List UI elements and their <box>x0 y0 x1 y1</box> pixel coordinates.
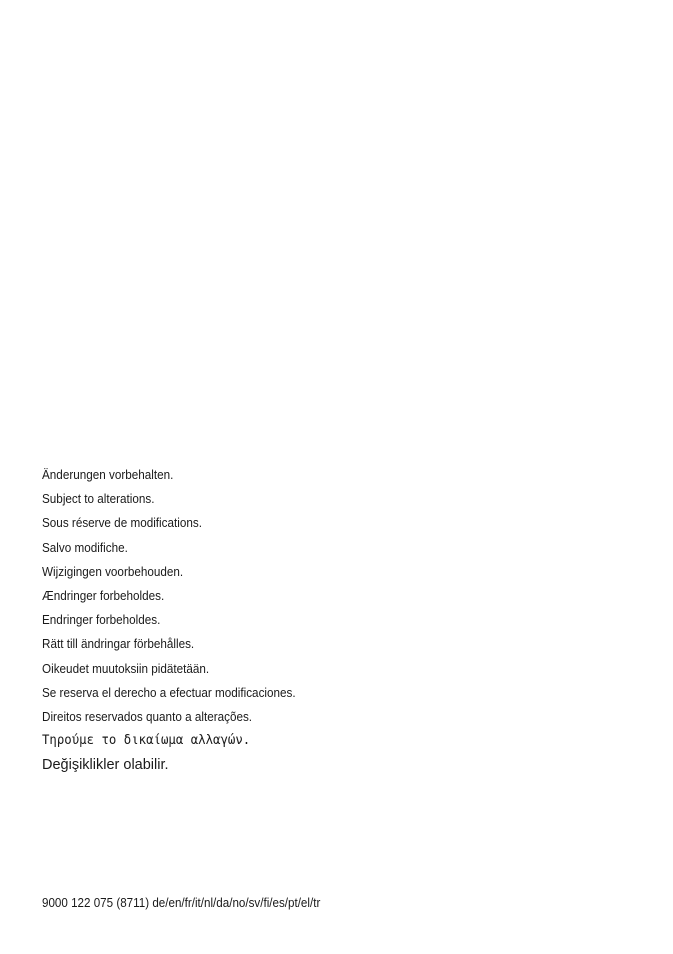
notice-portuguese: Direitos reservados quanto a alterações. <box>42 708 253 724</box>
notice-swedish: Rätt till ändringar förbehålles. <box>42 636 195 652</box>
alterations-notice-block <box>42 463 642 777</box>
notice-italian: Salvo modifiche. <box>42 539 128 555</box>
notice-turkish: Değişiklikler olabilir. <box>42 757 169 774</box>
notice-dutch: Wijzigingen voorbehouden. <box>42 563 184 579</box>
notice-french: Sous réserve de modifications. <box>42 515 202 531</box>
notice-english: Subject to alterations. <box>42 491 155 507</box>
notice-greek: Τηρούμε το δικαίωμα αλλαγών. <box>42 733 251 749</box>
notice-german: Änderungen vorbehalten. <box>42 467 174 482</box>
document-code-footer: 9000 122 075 (8711) de/en/fr/it/nl/da/no/sv/fi/es/pt/el/tr <box>42 896 321 910</box>
notice-finnish: Oikeudet muutoksiin pidätetään. <box>42 660 210 676</box>
notice-danish: Ændringer forbeholdes. <box>42 587 165 603</box>
notice-spanish: Se reserva el derecho a efectuar modificaciones. <box>42 684 296 700</box>
notice-norwegian: Endringer forbeholdes. <box>42 612 161 628</box>
